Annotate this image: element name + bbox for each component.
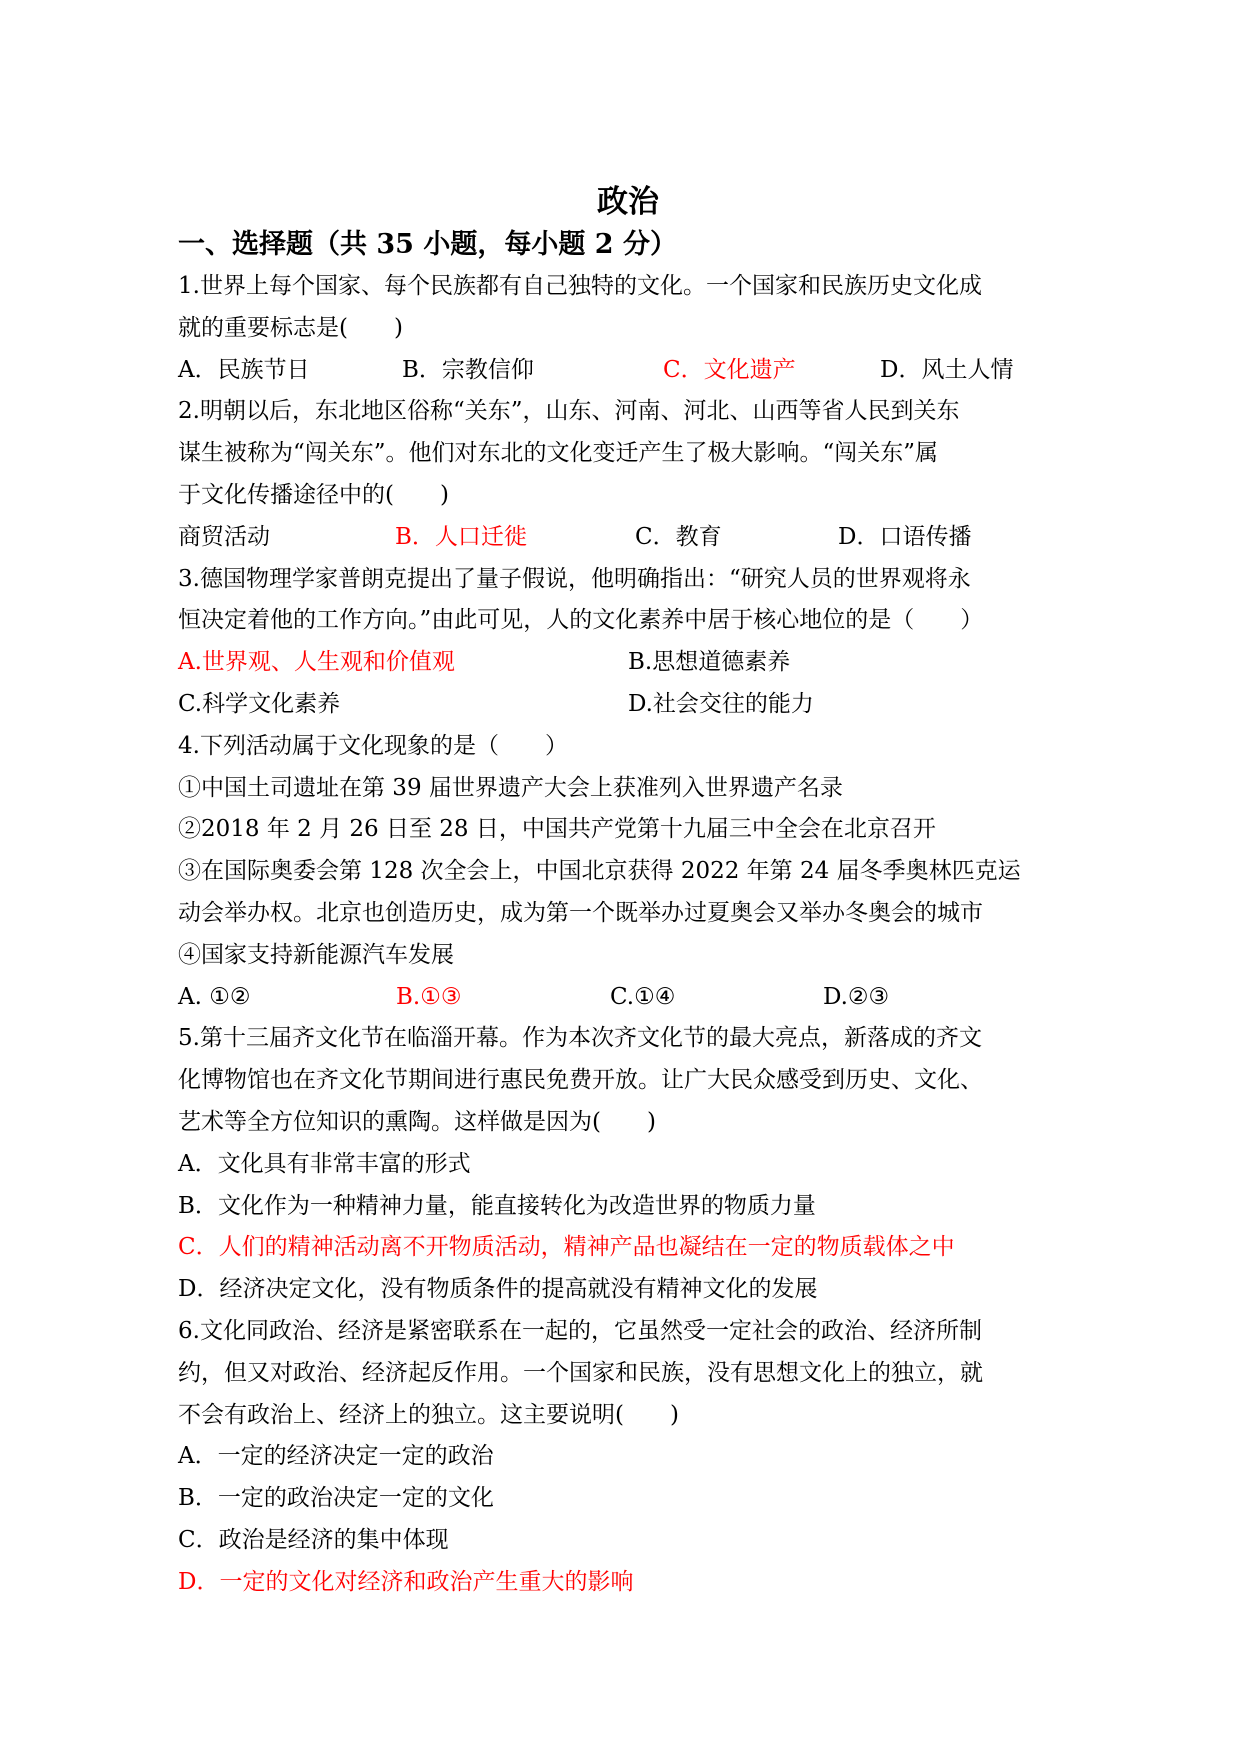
option-c-answer: C．文化遗产: [663, 356, 796, 383]
question-1: [178, 266, 1078, 391]
option-c: C．政治是经济的集中体现: [178, 1526, 449, 1553]
option-d: D．口语传播: [838, 523, 972, 550]
option-row: [178, 977, 1078, 1019]
question-text: 3.德国物理学家普朗克提出了量子假说，他明确指出：“研究人员的世界观将永: [178, 565, 971, 592]
question-text: 不会有政治上、经济上的独立。这主要说明( ): [178, 1401, 679, 1428]
option-d: D.②③: [823, 983, 890, 1010]
question-text: 5.第十三届齐文化节在临淄开幕。作为本次齐文化节的最大亮点，新落成的齐文: [178, 1025, 982, 1052]
option-row: [178, 350, 1078, 392]
option-d: D．经济决定文化，没有物质条件的提高就没有精神文化的发展: [178, 1276, 818, 1303]
statement-1: ①中国土司遗址在第 39 届世界遗产大会上获准列入世界遗产名录: [178, 774, 843, 801]
section-heading: 一、选择题（共 35 小题，每小题 2 分）: [178, 229, 677, 260]
option-c: C．教育: [635, 523, 722, 550]
option-b-answer: B．人口迁徙: [395, 523, 527, 550]
option-c: C.①④: [610, 983, 676, 1010]
question-text: 约，但又对政治、经济起反作用。一个国家和民族，没有思想文化上的独立，就: [178, 1359, 983, 1386]
option-b: B.思想道德素养: [628, 649, 791, 676]
statement-2: ②2018 年 2 月 26 日至 28 日，中国共产党第十九届三中全会在北京召开: [178, 816, 936, 843]
option-a-answer: A.世界观、人生观和价值观: [178, 649, 455, 676]
question-text: 化博物馆也在齐文化节期间进行惠民免费开放。让广大民众感受到历史、文化、: [178, 1067, 983, 1094]
question-text: 就的重要标志是( ): [178, 314, 403, 341]
option-b: B．文化作为一种精神力量，能直接转化为改造世界的物质力量: [178, 1192, 816, 1219]
option-a: A．民族节日: [178, 356, 310, 383]
question-4: [178, 726, 1078, 1019]
document-page: [178, 180, 1078, 1604]
question-3: [178, 559, 1078, 726]
option-row: [178, 642, 1078, 684]
question-text: 1.世界上每个国家、每个民族都有自己独特的文化。一个国家和民族历史文化成: [178, 273, 982, 299]
option-b-answer: B.①③: [396, 983, 462, 1010]
option-d-answer: D．一定的文化对经济和政治产生重大的影响: [178, 1568, 634, 1595]
option-d: D．风土人情: [880, 356, 1014, 383]
question-text: 恒决定着他的工作方向。”由此可见，人的文化素养中居于核心地位的是（ ）: [178, 607, 984, 634]
option-a: 商贸活动: [178, 523, 270, 550]
option-a: A. ①②: [178, 983, 251, 1010]
option-row: [178, 684, 1078, 726]
statement-3: ③在国际奥委会第 128 次全会上，中国北京获得 2022 年第 24 届冬季奥林匹克运: [178, 858, 1021, 885]
question-text: 2.明朝以后，东北地区俗称“关东”，山东、河南、河北、山西等省人民到关东: [178, 398, 960, 425]
option-b: B．一定的政治决定一定的文化: [178, 1485, 494, 1512]
question-text: 6.文化同政治、经济是紧密联系在一起的，它虽然受一定社会的政治、经济所制: [178, 1317, 982, 1344]
option-b: B．宗教信仰: [402, 356, 534, 383]
question-text: 4.下列活动属于文化现象的是（ ）: [178, 732, 568, 759]
option-c-answer: C．人们的精神活动离不开物质活动，精神产品也凝结在一定的物质载体之中: [178, 1234, 955, 1261]
statement-4: ④国家支持新能源汽车发展: [178, 941, 454, 968]
question-6: [178, 1311, 1078, 1604]
statement-3-cont: 动会举办权。北京也创造历史，成为第一个既举办过夏奥会又举办冬奥会的城市: [178, 899, 983, 926]
question-text: 谋生被称为“闯关东”。他们对东北的文化变迁产生了极大影响。“闯关东”属: [178, 440, 939, 467]
option-a: A．一定的经济决定一定的政治: [178, 1443, 494, 1470]
option-row: [178, 517, 1078, 559]
question-text: 艺术等全方位知识的熏陶。这样做是因为( ): [178, 1108, 656, 1135]
question-text: 于文化传播途径中的( ): [178, 481, 449, 508]
page-title: 政治: [597, 184, 659, 220]
option-c: C.科学文化素养: [178, 690, 341, 717]
option-a: A．文化具有非常丰富的形式: [178, 1150, 471, 1177]
option-d: D.社会交往的能力: [628, 690, 814, 717]
question-2: [178, 391, 1078, 558]
question-5: [178, 1018, 1078, 1311]
